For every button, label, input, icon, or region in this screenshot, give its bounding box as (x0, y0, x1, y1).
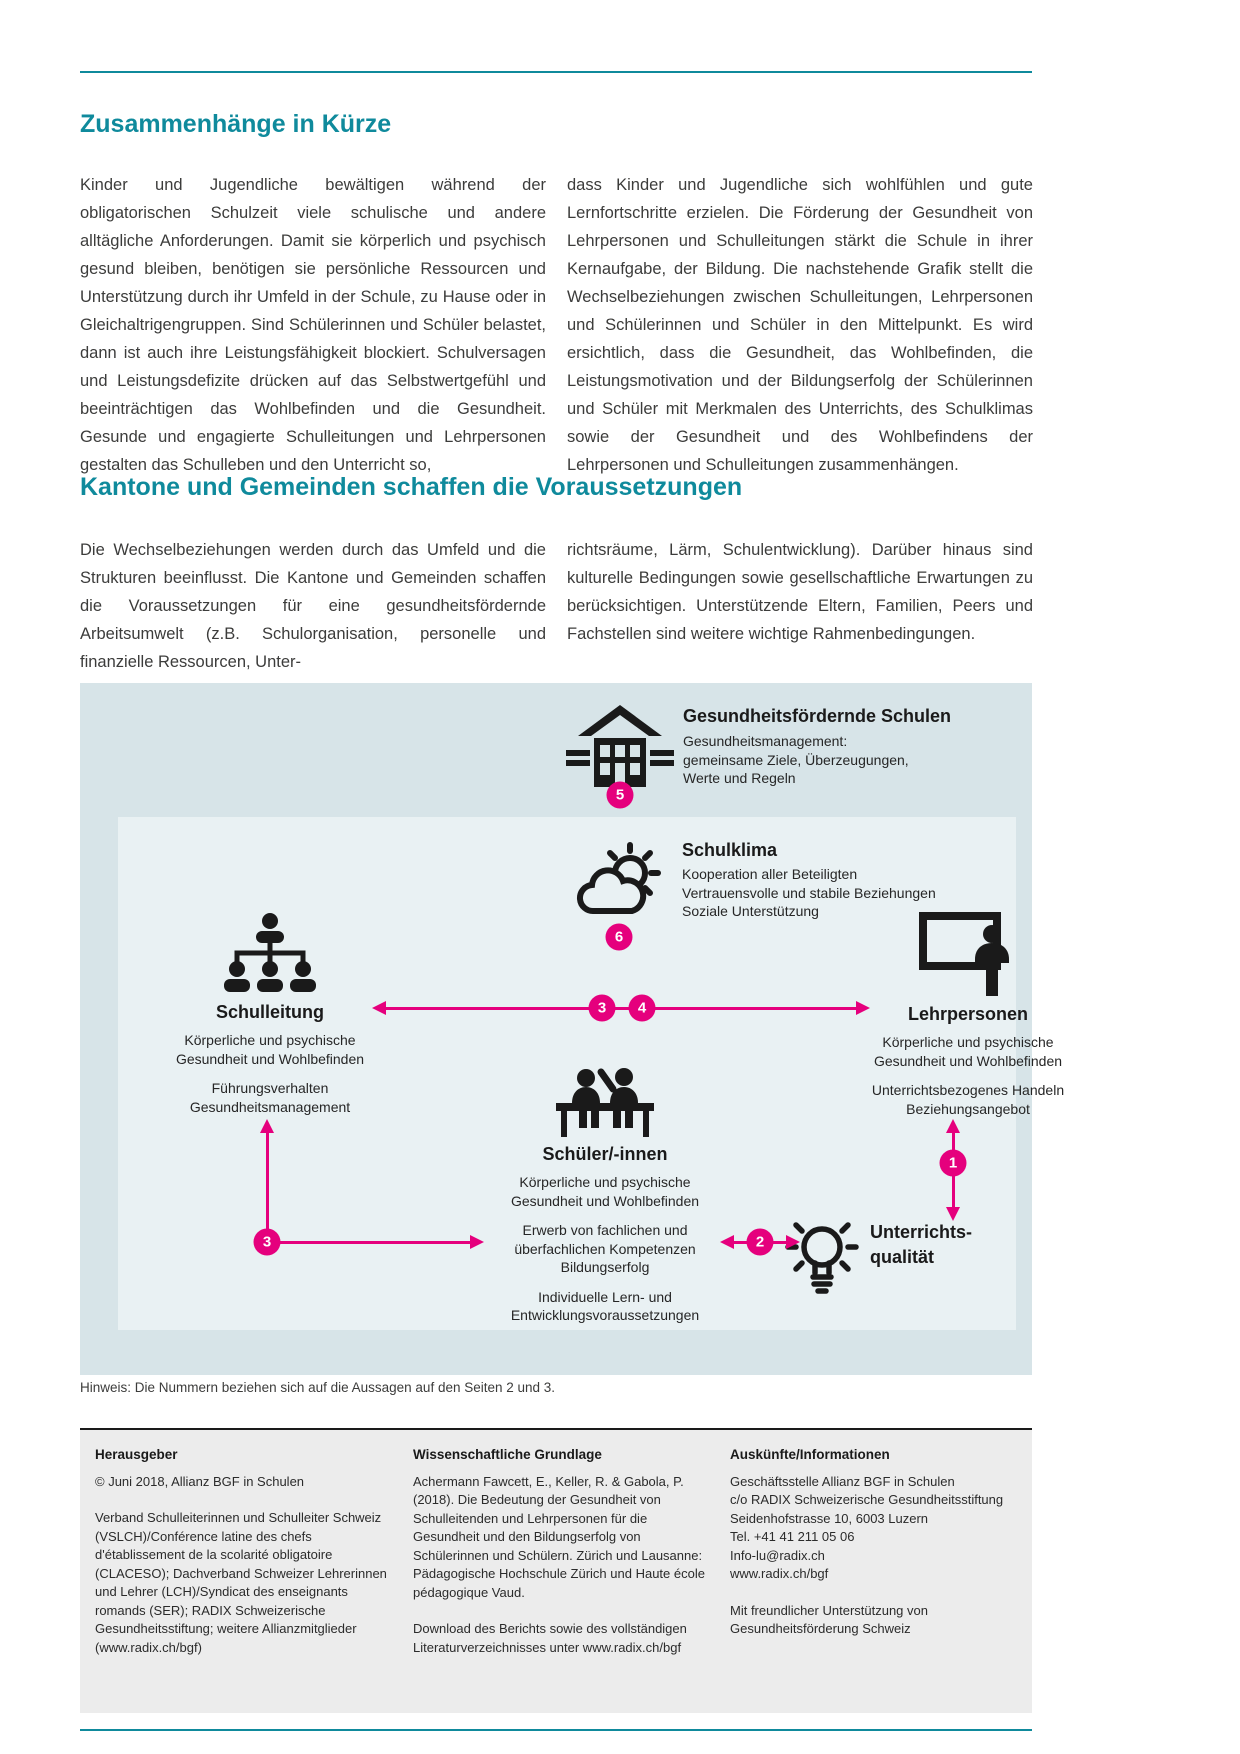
arrow-schulleitung-up (266, 1127, 269, 1242)
node-line: gemeinsame Ziele, Überzeugungen, (683, 751, 909, 768)
node-line: Erwerb von fachlichen und (522, 1222, 688, 1238)
node-line: Soziale Unterstützung (682, 903, 819, 919)
node-line: Gesundheit und Wohlbefinden (510, 1192, 700, 1209)
top-divider (80, 71, 1032, 73)
node-line: Führungsverhalten (211, 1080, 329, 1096)
unterrichtsqualitaet-node (870, 1221, 972, 1268)
footer-paragraph: Verband Schulleiterinnen und Schulleiter Schweiz (VSLCH)/Conférence latine des chefs d'établissement de la scolarité obligatoire (CLACESO); Dachverband Schweizer Lehrerinnen und Lehrer (LCH)/Syndicat des enseignants romands (SER); RADIX Schweizerische Gesundheitsstiftung; weitere Allianzmitglieder (www.radix.ch/bgf) (95, 1510, 387, 1655)
badge-2: 2 (747, 1229, 774, 1256)
footer-paragraph: Achermann Fawcett, E., Keller, R. & Gabola, P. (2018). Die Bedeutung der Gesundheit von Schulleitenden und Lehrpersonen für die Gesundheit und den Bildungserfolg von Schülerinnen und Schülern. Zürich und Lausanne: Pädagogische Hochschule Zürich und Haute école pédagogique Vaud. (413, 1473, 705, 1600)
arrowhead-up (260, 1119, 274, 1133)
node-line: Körperliche und psychische (184, 1032, 356, 1048)
footer-col-herausgeber (95, 1446, 395, 1675)
node-line: Körperliche und psychische (519, 1174, 691, 1190)
footer-line: www.radix.ch/bgf (730, 1566, 829, 1581)
lehrpersonen-node (833, 909, 1103, 1118)
node-title: Schüler/-innen (542, 1144, 668, 1164)
footer-line: Info-lu@radix.ch (730, 1547, 825, 1563)
diagram-note: Hinweis: Die Nummern beziehen sich auf die Aussagen auf den Seiten 2 und 3. (80, 1380, 556, 1395)
node-line: Werte und Regeln (683, 770, 796, 786)
badge-4: 4 (629, 995, 656, 1022)
node-line: überfachlichen Kompetenzen (514, 1240, 696, 1257)
footer-paragraph: Download des Berichts sowie des vollständigen Literaturverzeichnisses unter www.radix.ch/bgf (413, 1621, 687, 1655)
arrowhead-up (946, 1119, 960, 1133)
lightbulb-icon (784, 1213, 860, 1301)
badge-5: 5 (607, 782, 634, 809)
footer-line: Seidenhofstrasse 10, 6003 Luzern (730, 1510, 929, 1526)
footer-line: Tel. +41 41 211 05 06 (730, 1529, 855, 1544)
node-line: Vertrauensvolle und stabile Beziehungen (682, 884, 936, 901)
node-line: Körperliche und psychische (882, 1034, 1054, 1050)
section-title-kantone: Kantone und Gemeinden schaffen die Voraussetzungen (80, 473, 743, 501)
badge-3b: 3 (254, 1229, 281, 1256)
arrowhead-right (470, 1235, 484, 1249)
badge-3: 3 (589, 995, 616, 1022)
footer-line: Geschäftsstelle Allianz BGF in Schulen (730, 1473, 955, 1489)
footer-heading: Auskünfte/Informationen (730, 1447, 890, 1462)
node-title: Schulklima (682, 840, 778, 860)
badge-1: 1 (940, 1150, 967, 1177)
page-title: Zusammenhänge in Kürze (80, 110, 392, 138)
teacher-board-icon (918, 909, 1018, 997)
school-building-icon (564, 703, 676, 787)
footer-panel (80, 1428, 1032, 1713)
footer-heading: Wissenschaftliche Grundlage (413, 1447, 602, 1462)
arrow-schulleitung-schueler (267, 1241, 471, 1244)
footer-line: c/o RADIX Schweizerische Gesundheitsstiftung (730, 1492, 1004, 1507)
relationship-diagram (80, 683, 1065, 1375)
org-chart-icon (224, 913, 316, 995)
node-line: Bildungserfolg (560, 1259, 650, 1275)
footer-col-auskuenfte (730, 1446, 1030, 1657)
bottom-divider (80, 1729, 1032, 1731)
gesundheitsfoerdernde-schulen-node (683, 705, 951, 788)
arrow-schulleitung-lehrpersonen (385, 1007, 857, 1010)
node-line: Gesundheitsmanagement: (683, 733, 848, 749)
sun-cloud-icon (570, 837, 666, 919)
node-line: Gesundheitsmanagement (189, 1098, 351, 1115)
footer-paragraph: © Juni 2018, Allianz BGF in Schulen (95, 1473, 305, 1489)
footer-paragraph: Mit freundlicher Unterstützung von Gesundheitsförderung Schweiz (730, 1602, 928, 1636)
node-title: Schulleitung (216, 1002, 324, 1022)
students-desk-icon (552, 1067, 658, 1137)
node-title: qualität (870, 1247, 935, 1267)
schueler-node (475, 1067, 735, 1325)
arrowhead-right (786, 1235, 800, 1249)
node-line: Gesundheit und Wohlbefinden (873, 1052, 1063, 1069)
node-line: Gesundheit und Wohlbefinden (175, 1050, 365, 1067)
intro-paragraph-right: dass Kinder und Jugendliche sich wohlfühlen und gute Lernfortschritte erzielen. Die Förderung der Gesundheit von Lehrpersonen und Schulleitungen stärkt die Schule in ihrer Kernaufgabe, der Bildung. Die nachstehende Grafik stellt die Wechselbeziehungen zwischen Schulleitungen, Lehrpersonen und Schülerinnen und Schüler in den Mittelpunkt. Es wird ersichtlich, dass die Gesundheit, das Wohlbefinden, die Leistungsmotivation und der Bildungserfolg der Schülerinnen und Schüler mit Merkmalen des Unterrichts, des Schulklimas sowie der Gesundheit und des Wohlbefindens der Lehrpersonen und Schulleitungen zusammenhängen. (567, 176, 1033, 474)
arrowhead-down (946, 1207, 960, 1221)
node-title: Lehrpersonen (907, 1004, 1029, 1024)
node-line: Individuelle Lern- und (538, 1288, 672, 1305)
node-line: Beziehungsangebot (906, 1100, 1030, 1117)
schulleitung-node (145, 913, 395, 1116)
diagram-inner-panel (118, 817, 1065, 1330)
arrowhead-right (856, 1001, 870, 1015)
node-title: Gesundheitsfördernde Schulen (683, 706, 952, 726)
kantone-paragraph-left: Die Wechselbeziehungen werden durch das Umfeld und die Strukturen beeinflusst. Die Kantone und Gemeinden schaffen die Voraussetzungen für eine gesundheitsfördernde Arbeitsumwelt (z.B. Schulorganisation, personelle und finanzielle Ressourcen, Unter- (80, 541, 546, 671)
node-line: Kooperation aller Beteiligten (682, 866, 858, 882)
node-title: Unterrichts- (870, 1222, 973, 1242)
arrowhead-left (720, 1235, 734, 1249)
node-line: Unterrichtsbezogenes Handeln (871, 1082, 1065, 1098)
kantone-paragraph-right: richtsräume, Lärm, Schulentwicklung). Darüber hinaus sind kulturelle Bedingungen sowie gesellschaftliche Erwartungen zu berücksichtigen. Unterstützende Eltern, Familien, Peers und Fachstellen sind weitere wichtige Rahmenbedingungen. (567, 541, 1033, 643)
node-line: Entwicklungsvoraussetzungen (510, 1307, 700, 1323)
intro-paragraph-left: Kinder und Jugendliche bewältigen während der obligatorischen Schulzeit viele schulische und andere alltägliche Anforderungen. Damit sie körperlich und psychisch gesund bleiben, benötigen sie persönliche Ressourcen und Unterstützung durch ihr Umfeld in der Schule, zu Hause oder in Gleichaltrigengruppen. Sind Schülerinnen und Schüler belastet, dann ist auch ihre Leistungsfähigkeit blockiert. Schulversagen und Leistungsdefizite drücken auf das Selbstwertgefühl und beeinträchtigen das Wohlbefinden und die Gesundheit. Gesunde und engagierte Schulleitungen und Lehrpersonen gestalten das Schulleben und den Unterricht so, (80, 176, 546, 474)
arrowhead-left (372, 1001, 386, 1015)
footer-heading: Herausgeber (95, 1447, 178, 1462)
footer-col-grundlage (413, 1446, 713, 1675)
badge-6: 6 (606, 924, 633, 951)
